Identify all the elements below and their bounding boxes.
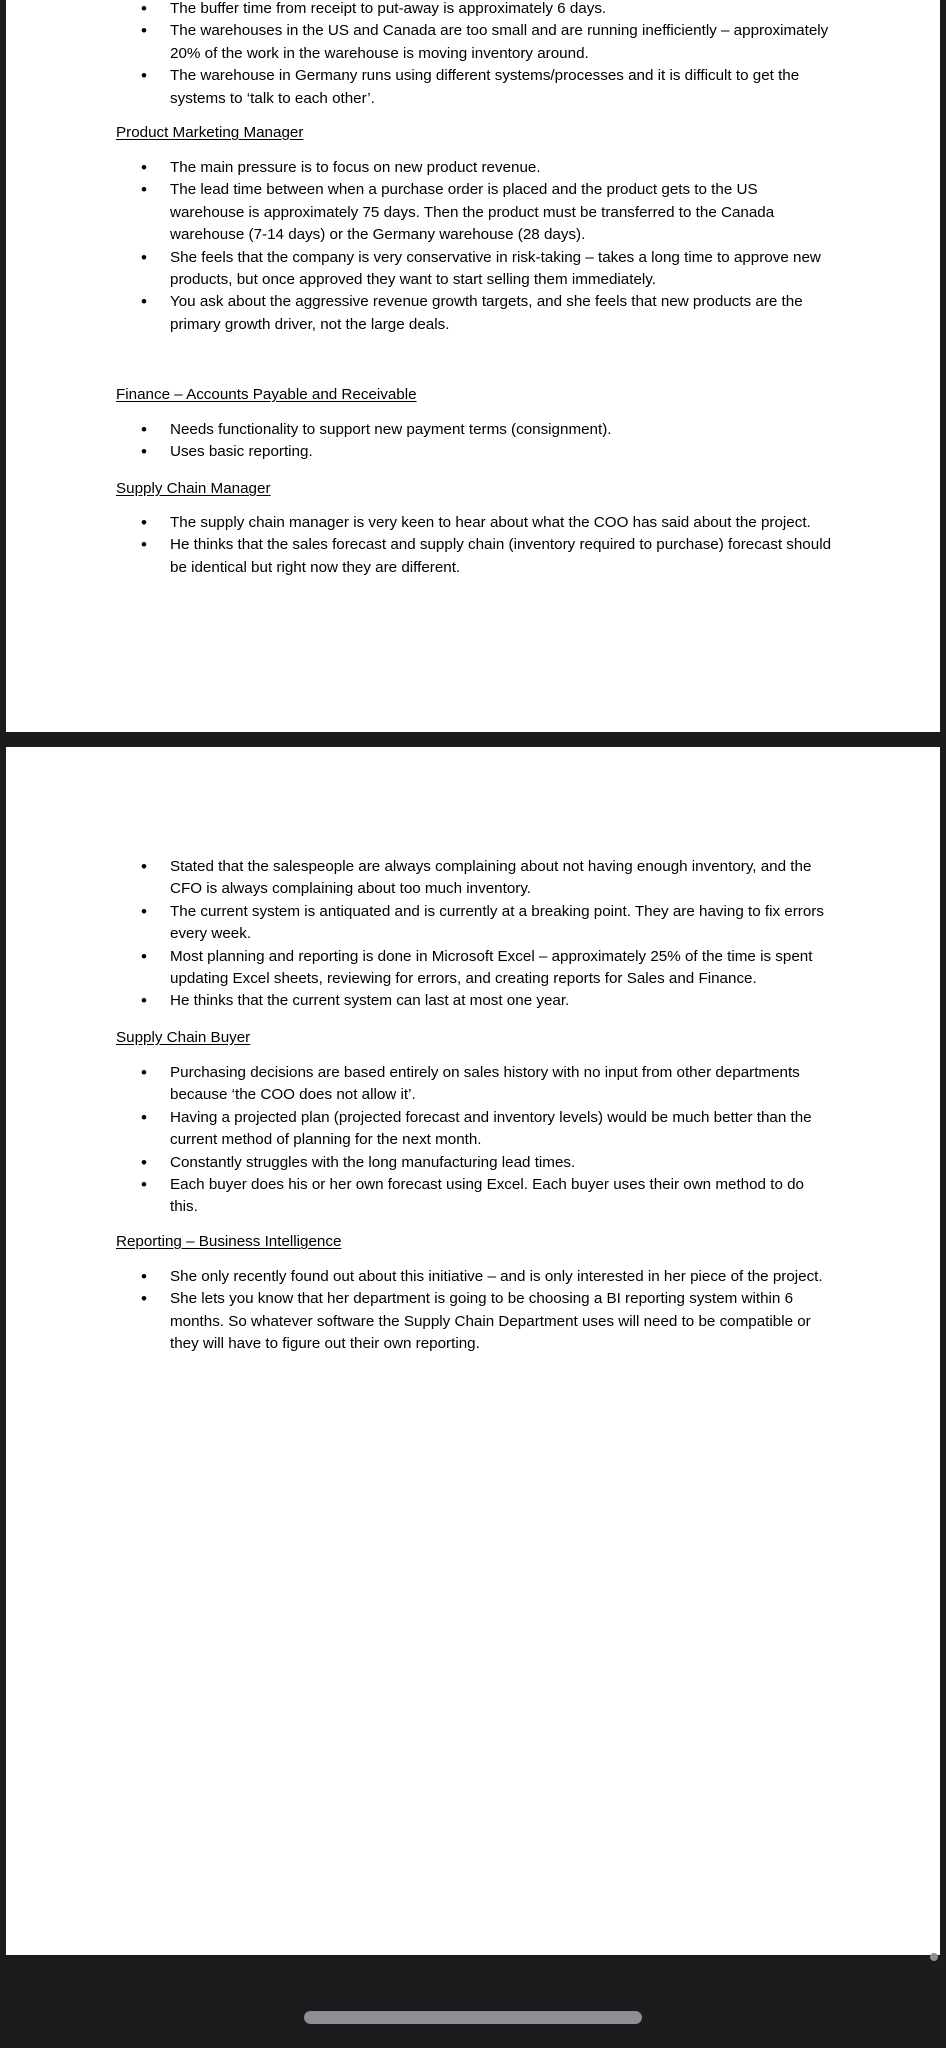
section-heading: Reporting – Business Intelligence xyxy=(116,1233,342,1250)
list-item: • Uses basic reporting. xyxy=(6,441,940,463)
list-item: • Stated that the salespeople are always complaining about not having enough inventory, and the CFO is always complaining about too much inventory. xyxy=(6,856,940,901)
bullet-list xyxy=(6,1062,940,1219)
section-heading: Product Marketing Manager xyxy=(116,124,304,141)
list-item: • The main pressure is to focus on new product revenue. xyxy=(6,157,940,179)
list-item: • Having a projected plan (projected forecast and inventory levels) would be much better than the current method of planning for the next month. xyxy=(6,1107,940,1152)
bullet-list xyxy=(6,419,940,464)
list-item: • The buffer time from receipt to put-away is approximately 6 days. xyxy=(6,0,940,20)
bullet-list xyxy=(6,856,940,1013)
document-page-2 xyxy=(6,747,940,1955)
list-item: • Needs functionality to support new payment terms (consignment). xyxy=(6,419,940,441)
list-item: • She only recently found out about this initiative – and is only interested in her piece of the project. xyxy=(6,1266,940,1288)
list-item: • Each buyer does his or her own forecast using Excel. Each buyer uses their own method to do this. xyxy=(6,1174,940,1219)
home-indicator[interactable] xyxy=(304,2011,642,2024)
document-page-1 xyxy=(6,0,940,732)
bullet-list xyxy=(6,512,940,579)
list-item: • He thinks that the current system can last at most one year. xyxy=(6,990,940,1012)
section-heading: Supply Chain Manager xyxy=(116,480,271,497)
list-item: • Most planning and reporting is done in Microsoft Excel – approximately 25% of the time is spent updating Excel sheets, reviewing for errors, and creating reports for Sales and Finance. xyxy=(6,946,940,991)
section-heading: Finance – Accounts Payable and Receivable xyxy=(116,386,417,403)
list-item: • The warehouses in the US and Canada are too small and are running inefficiently – approximately 20% of the work in the warehouse is moving inventory around. xyxy=(6,20,940,65)
list-item: • The lead time between when a purchase order is placed and the product gets to the US warehouse is approximately 75 days. Then the product must be transferred to the Canada warehouse (7-14 days) or the Germany warehouse (28 days). xyxy=(6,179,940,246)
list-item: • She lets you know that her department is going to be choosing a BI reporting system within 6 months. So whatever software the Supply Chain Department uses will need to be compatible or they will have to figure out their own reporting. xyxy=(6,1288,940,1355)
list-item: • Constantly struggles with the long manufacturing lead times. xyxy=(6,1152,940,1174)
section-heading: Supply Chain Buyer xyxy=(116,1029,251,1046)
list-item: • The current system is antiquated and is currently at a breaking point. They are having to fix errors every week. xyxy=(6,901,940,946)
list-item: • You ask about the aggressive revenue growth targets, and she feels that new products are the primary growth driver, not the large deals. xyxy=(6,291,940,336)
list-item: • She feels that the company is very conservative in risk-taking – takes a long time to approve new products, but once approved they want to start selling them immediately. xyxy=(6,247,940,292)
bullet-list xyxy=(6,1266,940,1356)
bullet-list xyxy=(6,0,940,110)
scroll-indicator[interactable] xyxy=(930,1953,938,1961)
list-item: • He thinks that the sales forecast and supply chain (inventory required to purchase) forecast should be identical but right now they are different. xyxy=(6,534,940,579)
bullet-list xyxy=(6,157,940,336)
list-item: • The supply chain manager is very keen to hear about what the COO has said about the project. xyxy=(6,512,940,534)
list-item: • Purchasing decisions are based entirely on sales history with no input from other departments because ‘the COO does not allow it’. xyxy=(6,1062,940,1107)
list-item: • The warehouse in Germany runs using different systems/processes and it is difficult to get the systems to ‘talk to each other’. xyxy=(6,65,940,110)
